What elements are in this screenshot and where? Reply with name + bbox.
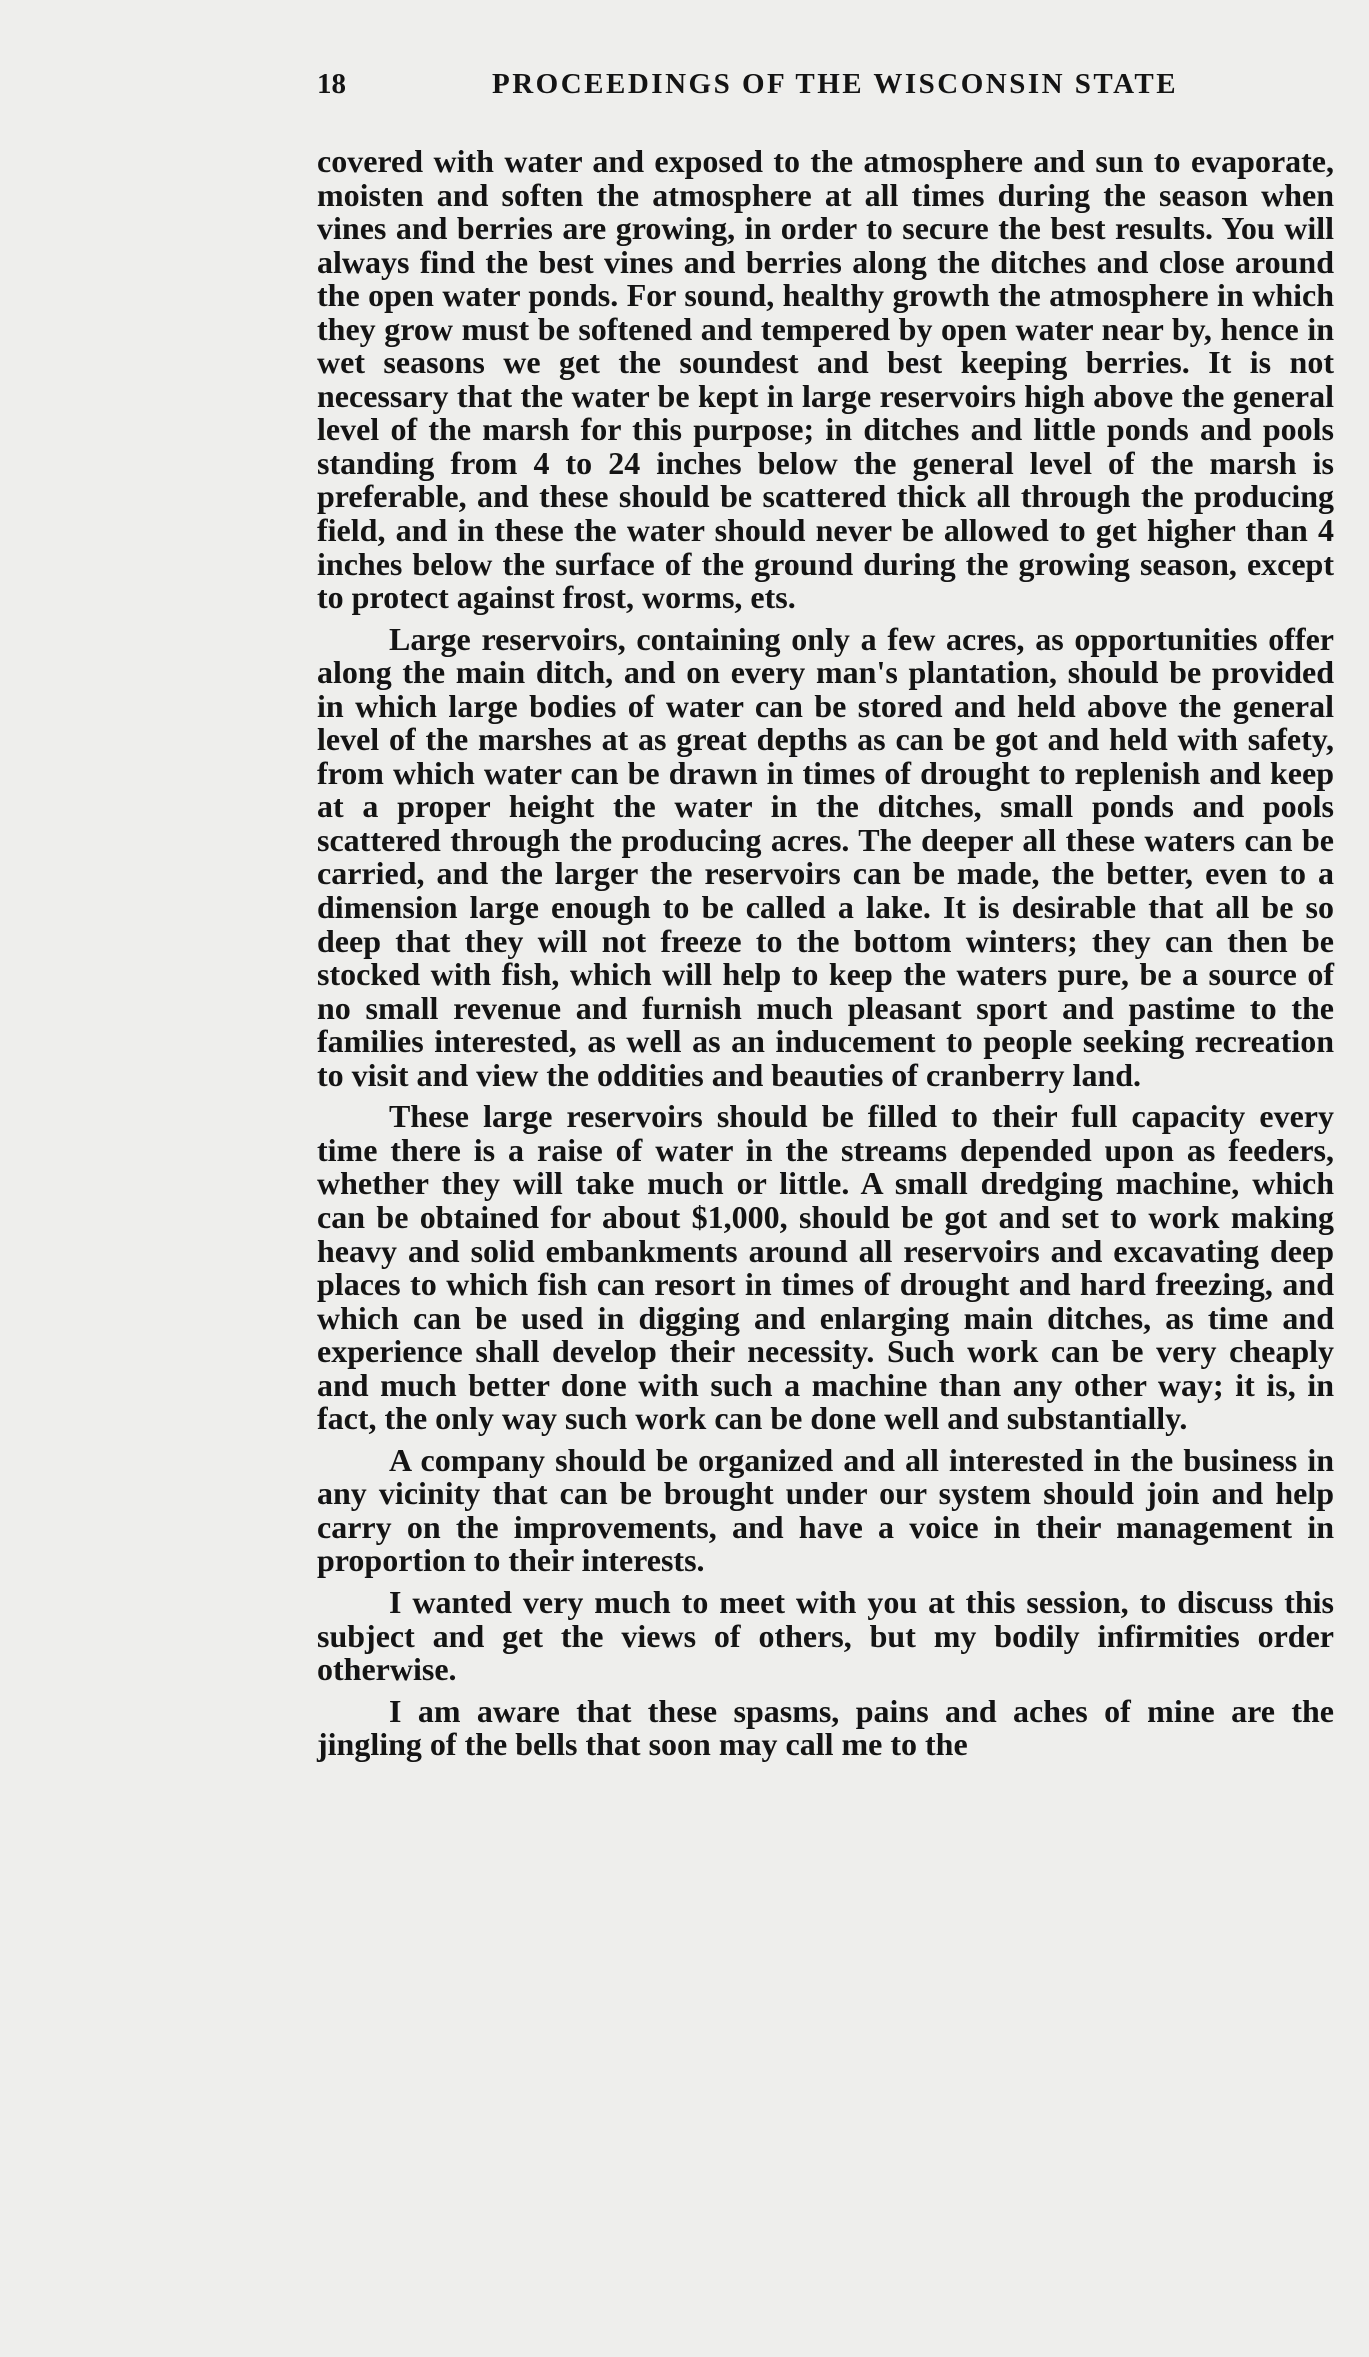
paragraph-6: I am aware that these spasms, pains and aches of mine are the jingling of the bells that soon may call me to the	[317, 1692, 1334, 1763]
running-title: PROCEEDINGS OF THE WISCONSIN STATE	[492, 68, 1179, 100]
page-number: 18	[317, 68, 346, 100]
paragraph-3: These large reservoirs should be filled to their full capacity every time there is a raise of water in the streams depended upon as feeders, whether they will take much or little. A small dredging machine, which can be obtained for about $1,000, should be got and set to work making heavy and solid embankments around all reservoirs and excavating deep places to which fish can resort in times of drought and hard freezing, and which can be used in digging and enlarging main ditches, as time and experience shall develop their necessity. Such work can be very cheaply and much better done with such a machine than any other way; it is, in fact, the only way such work can be done well and substantially.	[317, 1098, 1334, 1437]
paragraph-2: Large reservoirs, containing only a few acres, as opportunities offer along the main ditch, and on every man's plantation, should be provided in which large bodies of water can be stored and held above the general level of the marshes at as great depths as can be got and held with safety, from which water can be drawn in times of drought to replenish and keep at a proper height the water in the ditches, small ponds and pools scattered through the producing acres. The deeper all these waters can be carried, and the larger the reservoirs can be made, the better, even to a dimension large enough to be called a lake. It is desirable that all be so deep that they will not freeze to the bottom winters; they can then be stocked with fish, which will help to keep the waters pure, be a source of no small revenue and furnish much pleasant sport and pastime to the families interested, as well as an inducement to people seeking recreation to visit and view the oddities and beauties of cranberry land.	[317, 620, 1334, 1093]
body-text	[317, 145, 1334, 1762]
paragraph-4: A company should be organized and all interested in the business in any vicinity that can be brought under our system should join and help carry on the improvements, and have a voice in their management in proportion to their interests.	[317, 1441, 1334, 1579]
page-header	[317, 68, 1217, 108]
paragraph-5: I wanted very much to meet with you at this session, to discuss this subject and get the views of others, but my bodily infirmities order otherwise.	[317, 1583, 1334, 1688]
paragraph-1: covered with water and exposed to the atmosphere and sun to evaporate, moisten and soften the atmosphere at all times during the season when vines and berries are growing, in order to secure the best results. You will always find the best vines and berries along the ditches and close around the open water ponds. For sound, healthy growth the atmosphere in which they grow must be softened and tempered by open water near by, hence in wet seasons we get the soundest and best keeping berries. It is not necessary that the water be kept in large reservoirs high above the general level of the marsh for this purpose; in ditches and little ponds and pools standing from 4 to 24 inches below the general level of the marsh is preferable, and these should be scattered thick all through the producing field, and in these the water should never be allowed to get higher than 4 inches below the surface of the ground during the growing season, except to protect against frost, worms, ets.	[317, 143, 1334, 616]
